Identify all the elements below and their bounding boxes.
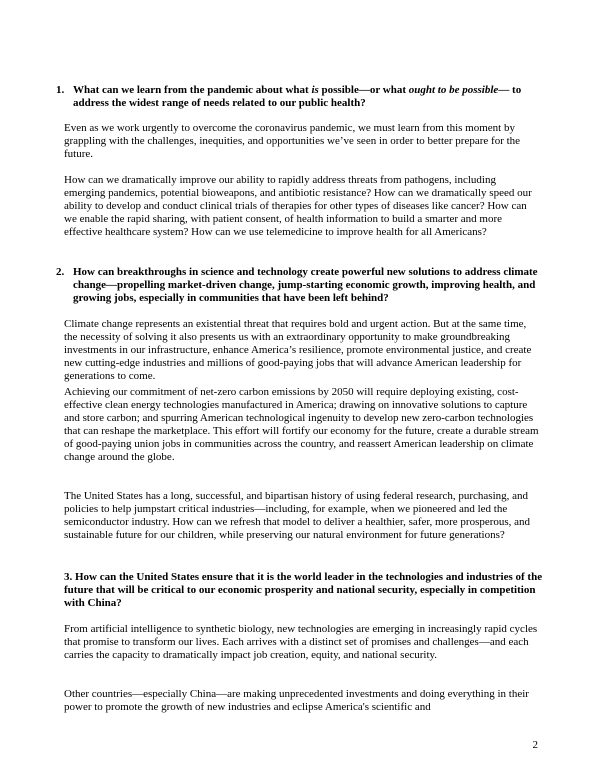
question-3-paragraph-2: Other countries—especially China—are making unprecedented investments and doing everything in their power to promote the growth of new industries and eclipse America's scientific and [64,688,529,713]
question-1-part-e: — to address the widest range of needs related to our public health? [73,84,522,109]
question-1-paragraph-1: Even as we work urgently to overcome the coronavirus pandemic, we must learn from this moment by grappling with the challenges, inequities, and opportunities we’ve seen in order to better prepare for the future. [64,122,521,160]
question-3-heading [64,571,544,610]
question-1-heading [56,84,546,110]
question-1-part-a: What can we learn from the pandemic about what [73,84,312,96]
question-2-paragraph-1: Climate change represents an existential threat that requires bold and urgent action. But at the same time, the necessity of solving it also presents us with an extraordinary opportunity to make groundbreaking investments in our infrastructure, enhance America’s resilience, promote environmental justice, and create new cutting-edge industries and millions of good-paying jobs that will advance American leadership for generations to come. [64,318,532,382]
question-2-heading [56,266,546,305]
question-1-text [73,84,546,110]
question-2-paragraph-2: Achieving our commitment of net-zero carbon emissions by 2050 will require deploying existing, cost-effective clean energy technologies manufactured in America; drawing on innovative solutions to capture and store carbon; and spurring American technological ingenuity to develop new zero-carbon technologies that can reshape the marketplace. This effort will fortify our economy for the future, create a durable stream of good-paying union jobs in communities across the country, and reassert American leadership on climate change around the globe. [64,386,539,463]
page-number: 2 [532,739,538,751]
question-2-number: 2. [56,266,65,278]
question-3-paragraph-1: From artificial intelligence to synthetic biology, new technologies are emerging in increasingly rapid cycles that promise to transform our lives. Each arrives with a distinct set of promises and challenges—and each carries the capacity to dramatically impact job creation, equity, and national security. [64,623,538,661]
question-2-paragraph-3: The United States has a long, successful, and bipartisan history of using federal research, purchasing, and policies to help jumpstart critical industries—including, for example, when we pioneered and led the semiconductor industry. How can we refresh that model to deliver a healthier, safer, more prosperous, and sustainable future for our children, while preserving our natural environment for future generations? [64,490,531,541]
question-1-number: 1. [56,84,65,96]
question-3-text: 3. How can the United States ensure that it is the world leader in the technologies and industries of the future that will be critical to our economic prosperity and national security, especially in competition with China? [64,571,543,609]
question-2-text: How can breakthroughs in science and technology create powerful new solutions to address climate change—propelling market-driven change, jump-starting economic growth, improving health, and growing jobs, especially in communities that have been left behind? [73,266,538,304]
question-1-part-c: possible—or what [318,84,409,96]
question-1-part-d: ought to be possible [408,84,499,96]
question-1-part-b: is [311,84,319,96]
question-1-paragraph-2: How can we dramatically improve our ability to rapidly address threats from pathogens, including emerging pandemics, potential bioweapons, and antibiotic resistance? How can we dramatically speed our ability to develop and conduct clinical trials of therapies for other types of diseases like cancer? How can we enable the rapid sharing, with patient consent, of health information to build a smarter and more effective healthcare system? How can we use telemedicine to improve health for all Americans? [64,174,532,238]
